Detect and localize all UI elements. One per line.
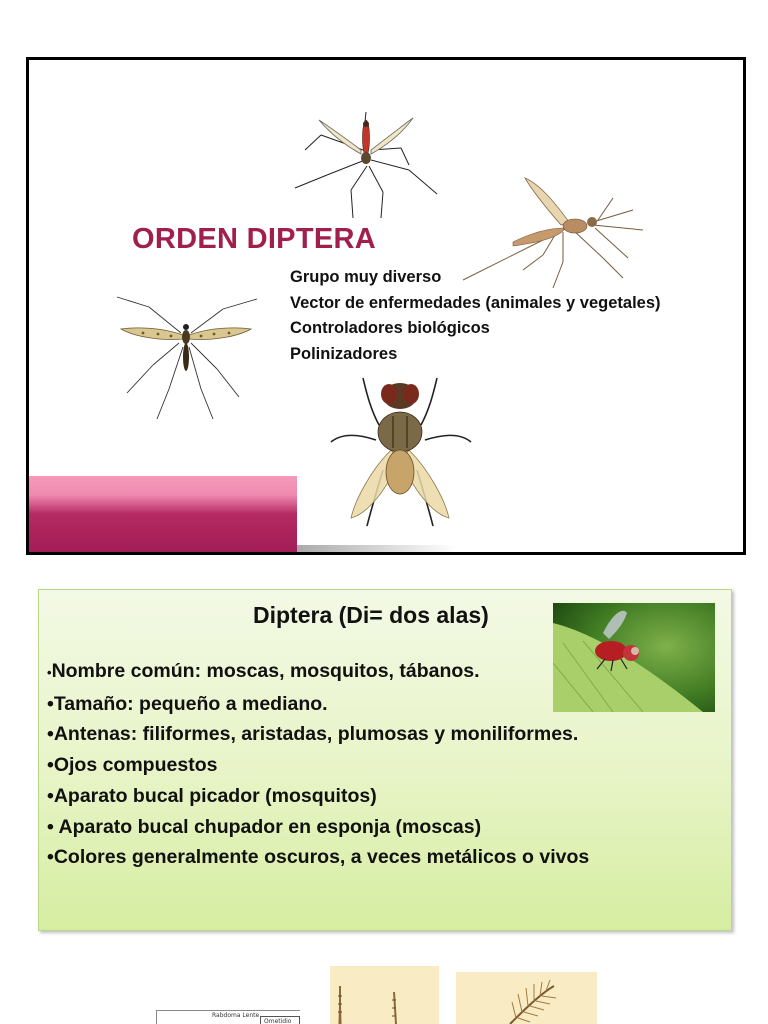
bullet-dot: • (47, 846, 54, 869)
slide-2-title: Diptera (Di= dos alas) (253, 602, 489, 628)
bullet-item: Polinizadores (290, 344, 398, 363)
diagram-label: Ometidio (264, 1018, 292, 1024)
bullet-item (47, 750, 589, 781)
bullet-item (47, 781, 589, 812)
slide-1 (26, 57, 746, 555)
filiform-antenna-image (330, 966, 439, 1024)
slide-1-bullet-list (290, 265, 661, 367)
bullet-dot: • (47, 784, 54, 807)
bullet-text: Ojos compuestos (53, 754, 218, 777)
slide-2-bullet-list (47, 656, 589, 873)
decorative-pink-bar (29, 476, 297, 552)
decorative-shadow (297, 545, 457, 553)
bullet-text: Colores generalmente oscuros, a veces metálicos o vivos (53, 846, 590, 869)
bullet-dot: • (47, 665, 52, 680)
bullet-item (47, 656, 589, 689)
bullet-text: Tamaño: pequeño a mediano. (53, 692, 328, 715)
bullet-dot: • (47, 754, 54, 777)
bullet-dot: • (47, 815, 54, 838)
diagram-label: Rabdoma Lente (212, 1012, 260, 1019)
slide-2 (38, 589, 732, 931)
slide-1-title: ORDEN DIPTERA (132, 223, 376, 255)
bullet-item (47, 719, 589, 750)
house-fly-image (321, 360, 481, 530)
bullet-dot: • (47, 723, 54, 746)
bullet-text: Nombre común: moscas, mosquitos, tábanos. (51, 660, 480, 682)
bullet-item (47, 812, 589, 843)
bullet-item (47, 842, 589, 873)
bullet-item: Grupo muy diverso (290, 268, 442, 286)
bullet-dot: • (47, 692, 54, 715)
bullet-text: Aparato bucal chupador en esponja (moscas) (53, 815, 482, 838)
bullet-item: Vector de enfermedades (animales y vegetales) (290, 293, 661, 312)
plumose-antenna-image (456, 972, 597, 1024)
bullet-item: Controladores biológicos (290, 319, 490, 337)
crane-fly-top-image (291, 110, 441, 220)
eye-diagram-image (156, 1010, 300, 1024)
bullet-item (47, 689, 589, 720)
bullet-text: Aparato bucal picador (mosquitos) (53, 784, 377, 807)
bullet-text: Antenas: filiformes, aristadas, plumosas y moniliformes. (53, 723, 579, 746)
crane-fly-left-image (113, 293, 263, 423)
